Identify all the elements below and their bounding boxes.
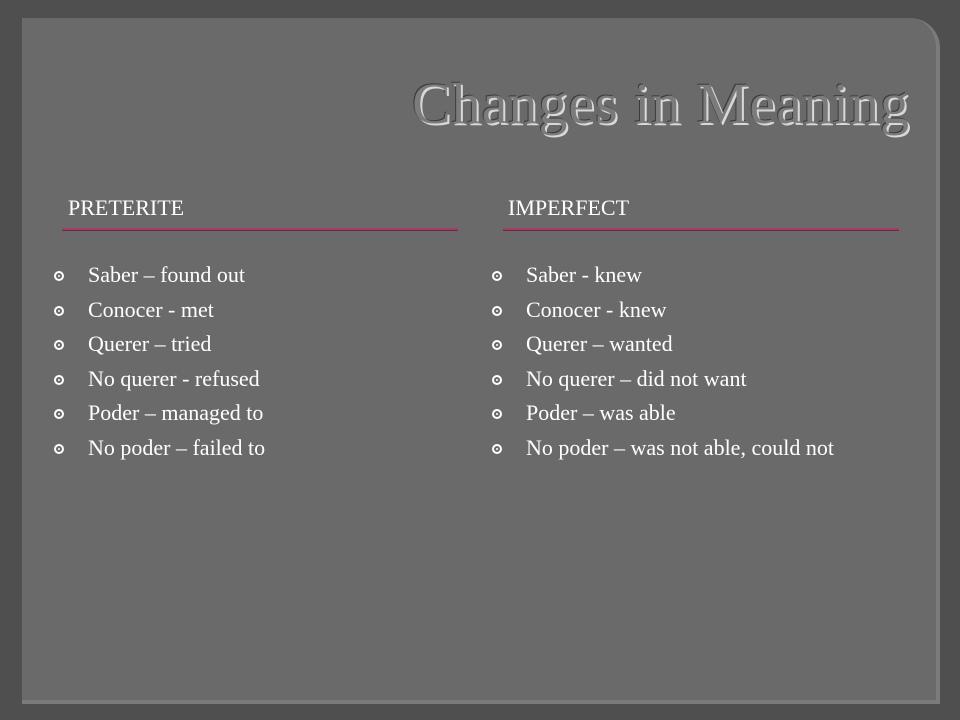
list-item-text: Saber - knew bbox=[526, 262, 643, 287]
list-item bbox=[490, 431, 890, 466]
circle-bullet-icon bbox=[54, 409, 64, 419]
list-item bbox=[52, 396, 472, 431]
list-item bbox=[52, 258, 472, 293]
circle-bullet-icon bbox=[492, 306, 502, 316]
list-item-text: Poder – managed to bbox=[88, 400, 264, 425]
circle-bullet-icon bbox=[492, 444, 502, 454]
list-item bbox=[52, 327, 472, 362]
list-item bbox=[490, 396, 890, 431]
circle-bullet-icon bbox=[54, 375, 64, 385]
slide-title: Changes in Meaning bbox=[411, 71, 910, 136]
imperfect-list bbox=[490, 258, 890, 465]
circle-bullet-icon bbox=[54, 306, 64, 316]
circle-bullet-icon bbox=[492, 375, 502, 385]
list-item bbox=[52, 362, 472, 397]
list-item-text: Saber – found out bbox=[88, 262, 246, 287]
list-item-text: Conocer - knew bbox=[526, 296, 667, 322]
list-item bbox=[52, 293, 472, 328]
list-item-text: No querer - refused bbox=[88, 365, 260, 391]
list-item-text: Poder – was able bbox=[526, 400, 676, 425]
circle-bullet-icon bbox=[492, 340, 502, 350]
circle-bullet-icon bbox=[54, 444, 64, 454]
list-item-text: Conocer - met bbox=[88, 296, 214, 322]
circle-bullet-icon bbox=[492, 271, 502, 281]
column-rule-imperfect bbox=[503, 228, 899, 231]
list-item-text: No poder – was not able, could not bbox=[526, 434, 834, 460]
circle-bullet-icon bbox=[54, 271, 64, 281]
list-item bbox=[490, 362, 890, 397]
list-item bbox=[52, 431, 472, 466]
list-item-text: Querer – tried bbox=[88, 331, 212, 356]
list-item-text: No querer – did not want bbox=[526, 365, 747, 391]
circle-bullet-icon bbox=[54, 340, 64, 350]
circle-bullet-icon bbox=[492, 409, 502, 419]
list-item bbox=[490, 293, 890, 328]
preterite-list bbox=[52, 258, 472, 465]
column-heading-imperfect: IMPERFECT bbox=[508, 195, 630, 220]
list-item-text: Querer – wanted bbox=[526, 331, 673, 356]
list-item bbox=[490, 327, 890, 362]
list-item bbox=[490, 258, 890, 293]
column-rule-preterite bbox=[62, 228, 458, 231]
column-heading-preterite: PRETERITE bbox=[68, 195, 185, 220]
list-item-text: No poder – failed to bbox=[88, 434, 266, 460]
